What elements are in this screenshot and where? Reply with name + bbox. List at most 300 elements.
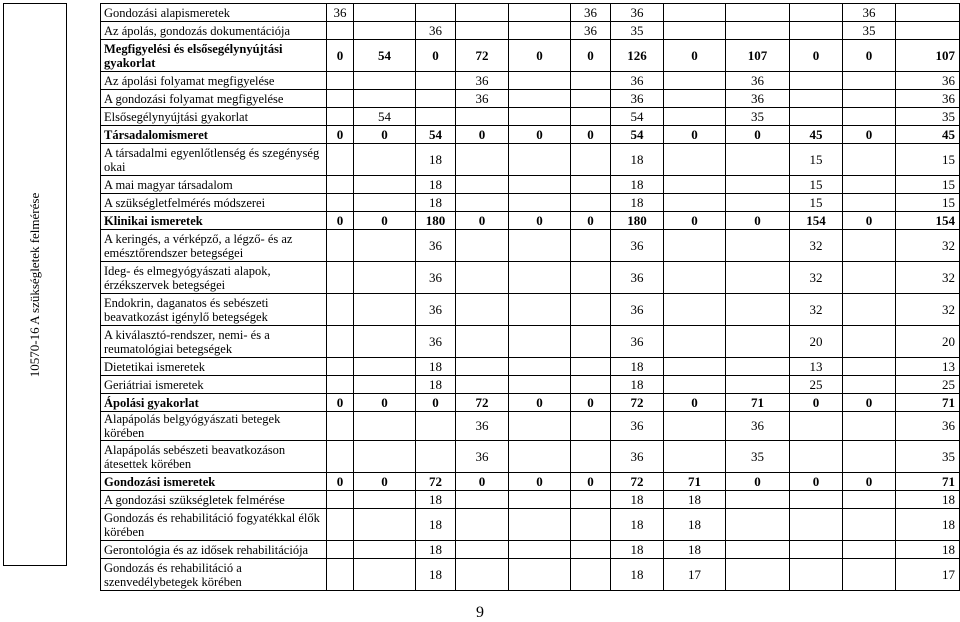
- hours-cell: [843, 509, 896, 541]
- hours-cell: 35: [896, 108, 960, 126]
- table-row: [101, 491, 960, 509]
- hours-cell: 0: [456, 473, 509, 491]
- hours-cell: 36: [571, 22, 611, 40]
- hours-cell: [509, 262, 571, 294]
- hours-cell: 32: [790, 230, 843, 262]
- hours-cell: 18: [416, 194, 456, 212]
- hours-cell: 154: [790, 212, 843, 230]
- hours-cell: [354, 376, 416, 394]
- hours-cell: [790, 22, 843, 40]
- hours-cell: [571, 90, 611, 108]
- hours-cell: [456, 194, 509, 212]
- hours-cell: [509, 90, 571, 108]
- table-row: [101, 326, 960, 358]
- hours-cell: [456, 262, 509, 294]
- hours-cell: 15: [790, 144, 843, 176]
- hours-cell: [354, 144, 416, 176]
- hours-cell: 36: [416, 230, 456, 262]
- hours-cell: 0: [354, 126, 416, 144]
- hours-cell: 17: [896, 559, 960, 591]
- hours-cell: [327, 412, 354, 441]
- hours-cell: 45: [790, 126, 843, 144]
- hours-cell: [354, 509, 416, 541]
- hours-cell: 0: [664, 40, 726, 72]
- hours-cell: [726, 262, 790, 294]
- hours-cell: 36: [726, 90, 790, 108]
- hours-cell: 18: [611, 541, 664, 559]
- hours-cell: [726, 491, 790, 509]
- hours-cell: [509, 72, 571, 90]
- hours-cell: [327, 144, 354, 176]
- hours-cell: 32: [790, 262, 843, 294]
- table-row: [101, 294, 960, 326]
- hours-cell: [571, 194, 611, 212]
- hours-cell: [354, 22, 416, 40]
- hours-cell: 36: [611, 4, 664, 22]
- hours-cell: [790, 509, 843, 541]
- hours-cell: [726, 230, 790, 262]
- hours-cell: 18: [416, 376, 456, 394]
- hours-cell: [664, 176, 726, 194]
- hours-cell: [456, 491, 509, 509]
- hours-cell: 36: [416, 294, 456, 326]
- hours-cell: 18: [416, 176, 456, 194]
- hours-cell: [571, 176, 611, 194]
- hours-cell: 0: [843, 126, 896, 144]
- hours-cell: [664, 194, 726, 212]
- hours-cell: [790, 4, 843, 22]
- hours-cell: [456, 509, 509, 541]
- hours-cell: 0: [571, 212, 611, 230]
- hours-cell: 36: [456, 412, 509, 441]
- hours-cell: [327, 294, 354, 326]
- hours-cell: 0: [509, 126, 571, 144]
- hours-cell: 36: [611, 441, 664, 473]
- hours-cell: 71: [896, 473, 960, 491]
- hours-cell: 0: [327, 473, 354, 491]
- hours-cell: 0: [664, 126, 726, 144]
- hours-cell: 0: [416, 40, 456, 72]
- hours-cell: 18: [664, 541, 726, 559]
- hours-cell: [843, 108, 896, 126]
- hours-cell: [327, 376, 354, 394]
- hours-cell: [664, 108, 726, 126]
- hours-cell: [354, 262, 416, 294]
- subject-name-cell: A kiválasztó-rendszer, nemi- és a reumatológiai betegségek: [101, 326, 327, 358]
- hours-cell: 18: [416, 491, 456, 509]
- hours-cell: [790, 541, 843, 559]
- hours-cell: [509, 194, 571, 212]
- hours-cell: 107: [726, 40, 790, 72]
- hours-cell: 32: [790, 294, 843, 326]
- hours-cell: [726, 176, 790, 194]
- table-row: [101, 358, 960, 376]
- hours-cell: 25: [896, 376, 960, 394]
- hours-cell: [843, 230, 896, 262]
- hours-cell: 71: [726, 394, 790, 412]
- hours-cell: [509, 559, 571, 591]
- hours-cell: [726, 541, 790, 559]
- hours-cell: 0: [843, 212, 896, 230]
- hours-cell: [790, 441, 843, 473]
- hours-cell: 180: [416, 212, 456, 230]
- hours-cell: 18: [664, 491, 726, 509]
- hours-cell: 36: [456, 72, 509, 90]
- hours-cell: 0: [843, 394, 896, 412]
- hours-cell: [843, 176, 896, 194]
- hours-cell: 18: [611, 376, 664, 394]
- hours-cell: 0: [509, 473, 571, 491]
- hours-cell: [843, 441, 896, 473]
- hours-cell: 18: [611, 176, 664, 194]
- hours-cell: 35: [611, 22, 664, 40]
- hours-cell: [664, 441, 726, 473]
- hours-cell: 72: [456, 40, 509, 72]
- hours-cell: 36: [571, 4, 611, 22]
- hours-cell: 54: [354, 40, 416, 72]
- hours-cell: 0: [509, 212, 571, 230]
- hours-cell: 0: [416, 394, 456, 412]
- hours-cell: 180: [611, 212, 664, 230]
- hours-cell: 72: [611, 473, 664, 491]
- hours-cell: [509, 412, 571, 441]
- hours-cell: [843, 541, 896, 559]
- subject-name-cell: Alapápolás sebészeti beavatkozáson átesettek körében: [101, 441, 327, 473]
- hours-cell: [790, 90, 843, 108]
- subject-name-cell: Alapápolás belgyógyászati betegek körében: [101, 412, 327, 441]
- hours-cell: [664, 294, 726, 326]
- hours-cell: 18: [896, 509, 960, 541]
- hours-cell: [726, 22, 790, 40]
- hours-cell: 0: [456, 212, 509, 230]
- subject-name-cell: Gondozás és rehabilitáció a szenvedélybetegek körében: [101, 559, 327, 591]
- hours-cell: 54: [611, 126, 664, 144]
- subject-name-cell: A mai magyar társadalom: [101, 176, 327, 194]
- hours-cell: [664, 22, 726, 40]
- hours-cell: [354, 491, 416, 509]
- hours-cell: [726, 194, 790, 212]
- hours-cell: [327, 230, 354, 262]
- hours-cell: [571, 326, 611, 358]
- hours-cell: 36: [611, 72, 664, 90]
- subject-name-cell: Gondozási alapismeretek: [101, 4, 327, 22]
- hours-cell: [571, 541, 611, 559]
- hours-cell: [726, 358, 790, 376]
- hours-cell: [896, 22, 960, 40]
- hours-cell: [327, 90, 354, 108]
- hours-cell: [790, 559, 843, 591]
- module-side-label-box: [3, 3, 67, 566]
- hours-cell: [327, 108, 354, 126]
- hours-cell: 15: [790, 194, 843, 212]
- subject-name-cell: A keringés, a vérképző, a légző- és az emésztőrendszer betegségei: [101, 230, 327, 262]
- hours-cell: [726, 4, 790, 22]
- hours-cell: 36: [611, 262, 664, 294]
- hours-cell: [664, 90, 726, 108]
- hours-cell: [456, 294, 509, 326]
- hours-cell: 72: [416, 473, 456, 491]
- hours-cell: [726, 326, 790, 358]
- hours-cell: [664, 4, 726, 22]
- hours-cell: [790, 108, 843, 126]
- hours-cell: [456, 541, 509, 559]
- hours-cell: 18: [416, 541, 456, 559]
- table-row: [101, 90, 960, 108]
- curriculum-hours-table: [100, 3, 960, 591]
- hours-cell: [354, 230, 416, 262]
- hours-cell: [571, 72, 611, 90]
- hours-cell: [354, 559, 416, 591]
- hours-cell: [571, 144, 611, 176]
- hours-cell: 18: [664, 509, 726, 541]
- hours-cell: 18: [416, 144, 456, 176]
- hours-cell: 35: [726, 108, 790, 126]
- table-row: [101, 212, 960, 230]
- hours-cell: 0: [664, 212, 726, 230]
- hours-cell: 0: [571, 40, 611, 72]
- hours-cell: 36: [611, 294, 664, 326]
- hours-cell: [456, 176, 509, 194]
- hours-cell: 0: [790, 473, 843, 491]
- hours-cell: [790, 72, 843, 90]
- hours-cell: [843, 262, 896, 294]
- hours-cell: [726, 376, 790, 394]
- hours-cell: 18: [611, 194, 664, 212]
- hours-cell: [571, 230, 611, 262]
- table-row: [101, 541, 960, 559]
- hours-cell: [571, 491, 611, 509]
- hours-cell: [509, 176, 571, 194]
- subject-name-cell: Endokrin, daganatos és sebészeti beavatkozást igénylő betegségek: [101, 294, 327, 326]
- hours-cell: 0: [790, 394, 843, 412]
- hours-cell: 15: [896, 176, 960, 194]
- hours-cell: 35: [843, 22, 896, 40]
- hours-cell: 18: [416, 509, 456, 541]
- hours-cell: 0: [354, 473, 416, 491]
- table-row: [101, 559, 960, 591]
- hours-cell: [843, 144, 896, 176]
- table-row: [101, 394, 960, 412]
- hours-cell: 36: [327, 4, 354, 22]
- table-row: [101, 144, 960, 176]
- hours-cell: [843, 376, 896, 394]
- hours-cell: [571, 108, 611, 126]
- subject-name-cell: Ápolási gyakorlat: [101, 394, 327, 412]
- hours-cell: [571, 412, 611, 441]
- table-row: [101, 40, 960, 72]
- hours-cell: [327, 559, 354, 591]
- subject-name-cell: Elsősegélynyújtási gyakorlat: [101, 108, 327, 126]
- table-row: [101, 230, 960, 262]
- hours-cell: 0: [509, 394, 571, 412]
- hours-cell: [509, 326, 571, 358]
- hours-cell: [664, 376, 726, 394]
- hours-cell: 0: [571, 473, 611, 491]
- hours-cell: [726, 144, 790, 176]
- hours-cell: 17: [664, 559, 726, 591]
- hours-cell: [354, 294, 416, 326]
- hours-cell: 36: [726, 72, 790, 90]
- hours-cell: [416, 412, 456, 441]
- subject-name-cell: A társadalmi egyenlőtlenség és szegénység okai: [101, 144, 327, 176]
- hours-cell: [456, 230, 509, 262]
- hours-cell: 0: [509, 40, 571, 72]
- hours-cell: [843, 194, 896, 212]
- hours-cell: [509, 294, 571, 326]
- hours-cell: [571, 559, 611, 591]
- hours-cell: [354, 194, 416, 212]
- hours-cell: [416, 90, 456, 108]
- hours-cell: [354, 412, 416, 441]
- hours-cell: [456, 358, 509, 376]
- hours-cell: 36: [896, 72, 960, 90]
- hours-cell: [354, 90, 416, 108]
- hours-cell: 0: [843, 473, 896, 491]
- hours-cell: [571, 441, 611, 473]
- hours-cell: 25: [790, 376, 843, 394]
- hours-cell: 72: [456, 394, 509, 412]
- subject-name-cell: Gondozási ismeretek: [101, 473, 327, 491]
- hours-cell: 36: [896, 412, 960, 441]
- table-body: [101, 4, 960, 591]
- subject-name-cell: A szükségletfelmérés módszerei: [101, 194, 327, 212]
- subject-name-cell: Gerontológia és az idősek rehabilitációja: [101, 541, 327, 559]
- hours-cell: [509, 4, 571, 22]
- hours-cell: [664, 358, 726, 376]
- hours-cell: [843, 358, 896, 376]
- module-side-label: 10570-16 A szükségletek felmérése: [27, 192, 42, 377]
- hours-cell: [509, 22, 571, 40]
- hours-cell: 15: [896, 194, 960, 212]
- hours-cell: 154: [896, 212, 960, 230]
- table-row: [101, 194, 960, 212]
- hours-cell: 36: [611, 412, 664, 441]
- hours-cell: [509, 108, 571, 126]
- hours-cell: [354, 72, 416, 90]
- hours-cell: [571, 294, 611, 326]
- hours-cell: 36: [416, 22, 456, 40]
- hours-cell: [354, 358, 416, 376]
- hours-cell: 0: [354, 212, 416, 230]
- hours-cell: [327, 441, 354, 473]
- hours-cell: [456, 326, 509, 358]
- subject-name-cell: Geriátriai ismeretek: [101, 376, 327, 394]
- hours-cell: 0: [726, 212, 790, 230]
- hours-cell: 18: [416, 358, 456, 376]
- hours-cell: [456, 22, 509, 40]
- hours-cell: [354, 326, 416, 358]
- hours-cell: 35: [726, 441, 790, 473]
- subject-name-cell: Ideg- és elmegyógyászati alapok, érzékszervek betegségei: [101, 262, 327, 294]
- hours-cell: [509, 541, 571, 559]
- table-row: [101, 126, 960, 144]
- hours-cell: 54: [416, 126, 456, 144]
- hours-cell: [509, 358, 571, 376]
- hours-cell: [354, 441, 416, 473]
- hours-cell: 0: [843, 40, 896, 72]
- hours-cell: [664, 144, 726, 176]
- hours-cell: 15: [790, 176, 843, 194]
- hours-cell: 0: [790, 40, 843, 72]
- hours-cell: [843, 412, 896, 441]
- subject-name-cell: A gondozási folyamat megfigyelése: [101, 90, 327, 108]
- hours-cell: 126: [611, 40, 664, 72]
- hours-cell: 15: [896, 144, 960, 176]
- hours-cell: 36: [611, 230, 664, 262]
- hours-cell: [843, 294, 896, 326]
- hours-cell: [726, 509, 790, 541]
- hours-cell: 36: [896, 90, 960, 108]
- hours-cell: [664, 230, 726, 262]
- hours-cell: [664, 72, 726, 90]
- table-row: [101, 176, 960, 194]
- hours-cell: [327, 176, 354, 194]
- hours-cell: 45: [896, 126, 960, 144]
- hours-cell: [843, 491, 896, 509]
- table-row: [101, 509, 960, 541]
- hours-cell: [664, 262, 726, 294]
- subject-name-cell: Megfigyelési és elsősegélynyújtási gyakorlat: [101, 40, 327, 72]
- hours-cell: 36: [416, 262, 456, 294]
- table-row: [101, 473, 960, 491]
- hours-cell: [327, 194, 354, 212]
- hours-cell: 0: [664, 394, 726, 412]
- hours-cell: 0: [571, 126, 611, 144]
- subject-name-cell: Társadalomismeret: [101, 126, 327, 144]
- hours-cell: [790, 412, 843, 441]
- hours-cell: [790, 491, 843, 509]
- hours-cell: [509, 441, 571, 473]
- hours-cell: [327, 509, 354, 541]
- table-row: [101, 72, 960, 90]
- hours-cell: 0: [456, 126, 509, 144]
- hours-cell: 0: [327, 394, 354, 412]
- hours-cell: [509, 491, 571, 509]
- hours-cell: 36: [456, 441, 509, 473]
- subject-name-cell: Gondozás és rehabilitáció fogyatékkal élők körében: [101, 509, 327, 541]
- hours-cell: 18: [896, 541, 960, 559]
- hours-cell: [664, 326, 726, 358]
- subject-name-cell: Az ápolási folyamat megfigyelése: [101, 72, 327, 90]
- hours-cell: [354, 176, 416, 194]
- table-row: [101, 441, 960, 473]
- hours-cell: 35: [896, 441, 960, 473]
- hours-cell: [416, 72, 456, 90]
- hours-cell: [456, 144, 509, 176]
- hours-cell: 18: [611, 559, 664, 591]
- hours-cell: [354, 4, 416, 22]
- hours-cell: [327, 262, 354, 294]
- hours-cell: [571, 376, 611, 394]
- hours-cell: 0: [354, 394, 416, 412]
- hours-cell: [509, 144, 571, 176]
- hours-cell: 32: [896, 230, 960, 262]
- table-row: [101, 22, 960, 40]
- hours-cell: 0: [571, 394, 611, 412]
- page-number: 9: [476, 604, 484, 621]
- hours-cell: [509, 509, 571, 541]
- hours-cell: 13: [896, 358, 960, 376]
- hours-cell: [726, 559, 790, 591]
- hours-cell: [456, 376, 509, 394]
- table-row: [101, 4, 960, 22]
- hours-cell: 36: [726, 412, 790, 441]
- hours-cell: 36: [611, 326, 664, 358]
- subject-name-cell: Az ápolás, gondozás dokumentációja: [101, 22, 327, 40]
- subject-name-cell: Dietetikai ismeretek: [101, 358, 327, 376]
- hours-cell: [843, 72, 896, 90]
- hours-cell: [327, 491, 354, 509]
